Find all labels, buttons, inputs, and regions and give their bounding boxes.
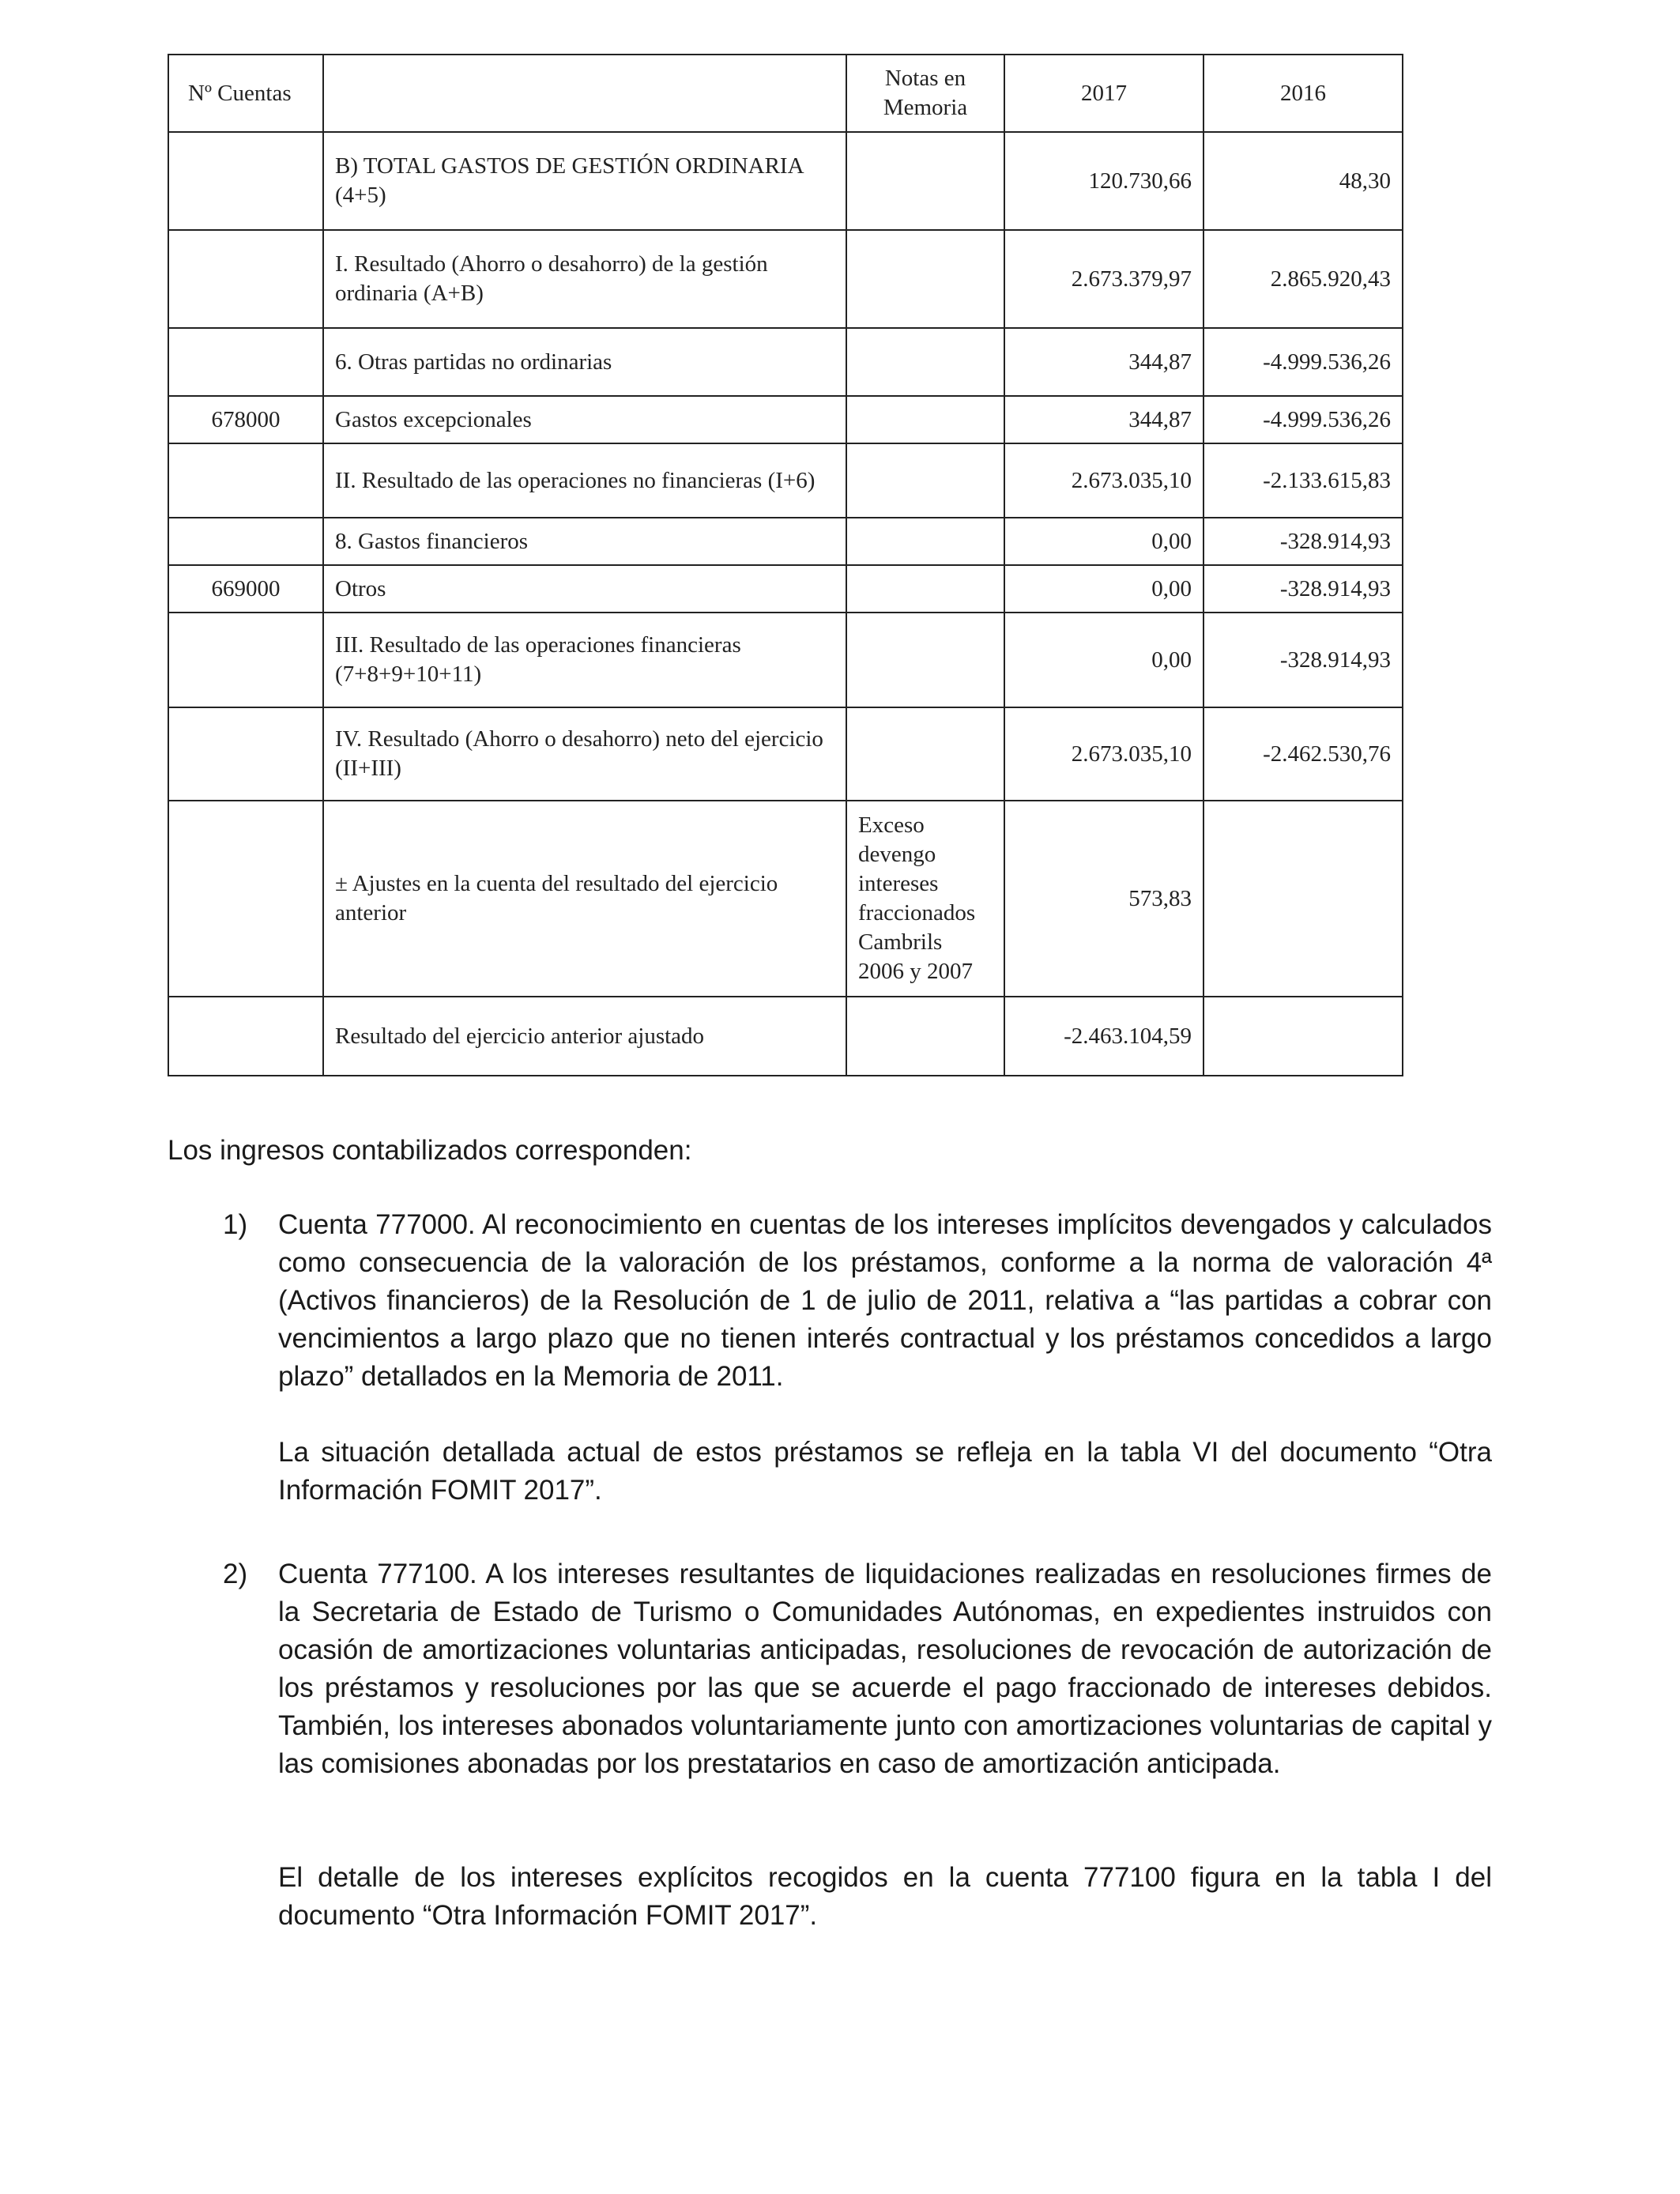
cell-descripcion: III. Resultado de las operaciones financieras (7+8+9+10+11) [323, 613, 846, 707]
cell-cuenta [168, 518, 323, 565]
cell-2017: 344,87 [1004, 396, 1203, 443]
cell-2017: 0,00 [1004, 565, 1203, 613]
cell-notas [846, 997, 1004, 1076]
cell-2017: 2.673.035,10 [1004, 707, 1203, 801]
header-cuentas: Nº Cuentas [168, 55, 323, 132]
cell-2016: 48,30 [1203, 132, 1403, 230]
results-table [168, 54, 1403, 1076]
table-row [168, 518, 1403, 565]
list-item-paragraph: El detalle de los intereses explícitos recogidos en la cuenta 777100 figura en la tabla I del documento “Otra Información FOMIT 2017”. [278, 1862, 1492, 1931]
cell-cuenta [168, 997, 323, 1076]
cell-cuenta [168, 613, 323, 707]
header-2017: 2017 [1004, 55, 1203, 132]
cell-cuenta [168, 132, 323, 230]
cell-2017: 0,00 [1004, 613, 1203, 707]
cell-2016 [1203, 997, 1403, 1076]
table-row [168, 801, 1403, 997]
cell-2016: -2.133.615,83 [1203, 443, 1403, 518]
cell-2016: -2.462.530,76 [1203, 707, 1403, 801]
cell-2017: 2.673.379,97 [1004, 230, 1203, 328]
table-row [168, 565, 1403, 613]
cell-descripcion: 6. Otras partidas no ordinarias [323, 328, 846, 396]
cell-descripcion: II. Resultado de las operaciones no financieras (I+6) [323, 443, 846, 518]
cell-descripcion: 8. Gastos financieros [323, 518, 846, 565]
header-descripcion [323, 55, 846, 132]
cell-2017: 120.730,66 [1004, 132, 1203, 230]
cell-notas [846, 328, 1004, 396]
cell-notas [846, 613, 1004, 707]
cell-2016: -4.999.536,26 [1203, 396, 1403, 443]
cell-descripcion: I. Resultado (Ahorro o desahorro) de la gestión ordinaria (A+B) [323, 230, 846, 328]
cell-cuenta [168, 230, 323, 328]
cell-cuenta: 678000 [168, 396, 323, 443]
cell-2016: -328.914,93 [1203, 565, 1403, 613]
cell-2017: -2.463.104,59 [1004, 997, 1203, 1076]
cell-descripcion: Resultado del ejercicio anterior ajustado [323, 997, 846, 1076]
cell-2016: 2.865.920,43 [1203, 230, 1403, 328]
list-item-paragraph: Cuenta 777000. Al reconocimiento en cuentas de los intereses implícitos devengados y calculados como consecuencia de la valoración de los préstamos, conforme a la norma de valoración 4ª (Activos financieros) de la Resolución de 1 de julio de 2011, relativa a “las partidas a cobrar con vencimientos a largo plazo que no tienen interés contractual y los préstamos concedidos a largo plazo” detallados en la Memoria de 2011. [278, 1209, 1492, 1392]
cell-notas [846, 443, 1004, 518]
cell-descripcion: B) TOTAL GASTOS DE GESTIÓN ORDINARIA (4+5) [323, 132, 846, 230]
cell-notas [846, 396, 1004, 443]
table-row [168, 230, 1403, 328]
cell-notas [846, 707, 1004, 801]
table-row [168, 613, 1403, 707]
cell-notas [846, 132, 1004, 230]
cell-cuenta [168, 707, 323, 801]
table-row [168, 707, 1403, 801]
table-row [168, 396, 1403, 443]
cell-descripcion: ± Ajustes en la cuenta del resultado del ejercicio anterior [323, 801, 846, 997]
cell-descripcion: IV. Resultado (Ahorro o desahorro) neto del ejercicio (II+III) [323, 707, 846, 801]
list-item-paragraph: La situación detallada actual de estos préstamos se refleja en la tabla VI del documento “Otra Información FOMIT 2017”. [278, 1437, 1492, 1506]
table-row [168, 443, 1403, 518]
table-row [168, 328, 1403, 396]
cell-2016: -4.999.536,26 [1203, 328, 1403, 396]
table-row [168, 132, 1403, 230]
table-header-row [168, 55, 1403, 132]
cell-2016: -328.914,93 [1203, 518, 1403, 565]
table-row [168, 997, 1403, 1076]
header-2016: 2016 [1203, 55, 1403, 132]
cell-2016 [1203, 801, 1403, 997]
cell-notas [846, 518, 1004, 565]
cell-notas [846, 565, 1004, 613]
cell-cuenta: 669000 [168, 565, 323, 613]
list-item-number: 2) [223, 1559, 248, 1589]
cell-2017: 2.673.035,10 [1004, 443, 1203, 518]
intro-paragraph: Los ingresos contabilizados corresponden: [168, 1135, 692, 1166]
cell-descripcion: Gastos excepcionales [323, 396, 846, 443]
cell-notas [846, 230, 1004, 328]
header-notas: Notas en Memoria [846, 55, 1004, 132]
cell-2017: 0,00 [1004, 518, 1203, 565]
cell-2016: -328.914,93 [1203, 613, 1403, 707]
cell-descripcion: Otros [323, 565, 846, 613]
cell-cuenta [168, 801, 323, 997]
cell-cuenta [168, 328, 323, 396]
cell-2017: 573,83 [1004, 801, 1203, 997]
list-item-paragraph: Cuenta 777100. A los intereses resultantes de liquidaciones realizadas en resoluciones firmes de la Secretaria de Estado de Turismo o Comunidades Autónomas, en expedientes instruidos con ocasión de amortizaciones voluntarias anticipadas, resoluciones de revocación de autorización de los préstamos y resoluciones por las que se acuerde el pago fraccionado de intereses debidos. También, los intereses abonados voluntariamente junto con amortizaciones voluntarias de capital y las comisiones abonadas por los prestatarios en caso de amortización anticipada. [278, 1559, 1492, 1779]
cell-cuenta [168, 443, 323, 518]
cell-2017: 344,87 [1004, 328, 1203, 396]
cell-notas: Exceso devengo intereses fraccionados Cambrils 2006 y 2007 [846, 801, 1004, 997]
list-item-number: 1) [223, 1209, 248, 1240]
